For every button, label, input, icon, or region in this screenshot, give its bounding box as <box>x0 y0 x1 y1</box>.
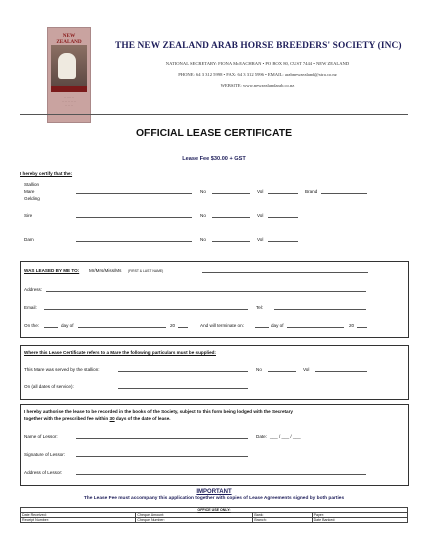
start-on-label: On the: <box>24 323 40 328</box>
payer-cell[interactable]: Payer: <box>312 513 407 518</box>
sire-label: Sire <box>24 213 33 218</box>
brand-field[interactable] <box>321 193 367 194</box>
service-dates-field[interactable] <box>118 388 248 389</box>
served-no-label: No <box>256 367 262 372</box>
end-day-of-label: day of <box>271 323 284 328</box>
sire-no-label: No <box>200 213 206 218</box>
branch-cell[interactable]: Branch: <box>253 518 312 523</box>
date-received-cell[interactable]: Date Received: <box>21 513 136 518</box>
lessor-name-field[interactable] <box>76 438 248 439</box>
dam-vol-field[interactable] <box>268 241 298 242</box>
horse-vol-label: Vol <box>257 189 264 194</box>
sire-name-field[interactable] <box>76 217 192 218</box>
important-text: The Lease Fee must accompany this application together with copies of Lease Agreements signed by both parties <box>83 496 345 501</box>
authorisation-days: 30 <box>109 416 115 421</box>
mare-particulars-heading: Where this Lease Certificate refers to a Mare the following particulars must be supplied: <box>24 350 216 355</box>
sire-vol-field[interactable] <box>268 217 298 218</box>
authorisation-text-2 <box>24 416 171 421</box>
start-year-prefix: 20 <box>170 323 176 328</box>
sire-no-field[interactable] <box>212 217 250 218</box>
contact-phone-email: PHONE: 64 3 312 5998 • FAX: 64 3 312 5996 • EMAIL: arabnewzealand@xtra.co.nz <box>178 72 337 77</box>
end-year-prefix: 20 <box>349 323 355 328</box>
lessee-name-hint: (FIRST & LAST NAME) <box>128 268 164 273</box>
served-vol-field[interactable] <box>315 371 367 372</box>
lessor-signature-field[interactable] <box>76 456 248 457</box>
certify-heading: I hereby certify that the: <box>20 171 73 176</box>
terminate-label: And will terminate on: <box>200 323 244 328</box>
society-name: THE NEW ZEALAND ARAB HORSE BREEDERS' SOCIETY (INC) <box>115 41 402 51</box>
mare-label: Mare <box>24 189 35 194</box>
gelding-label: Gelding <box>24 196 40 201</box>
dam-vol-label: Vol <box>257 237 264 242</box>
served-vol-label: Vol <box>303 367 310 372</box>
lessee-email-field[interactable] <box>44 309 248 310</box>
office-use-heading: OFFICE USE ONLY: <box>21 508 408 513</box>
start-month-field[interactable] <box>78 327 166 328</box>
society-logo <box>47 27 91 123</box>
dam-name-field[interactable] <box>76 241 192 242</box>
cheque-amount-cell[interactable]: Cheque Amount: <box>136 513 253 518</box>
header-divider <box>20 114 408 115</box>
lease-fee: Lease Fee $30.00 + GST <box>182 156 246 162</box>
authorisation-text-1: I hereby authorise the lease to be recorded in the books of the Society, subject to this form being lodged with the Secretary <box>24 409 293 414</box>
lessor-signature-label: Signature of Lessor: <box>24 452 66 457</box>
brand-label: Brand <box>305 189 318 194</box>
horse-vol-field[interactable] <box>268 193 298 194</box>
lessor-address-label: Address of Lessor: <box>24 470 63 475</box>
horse-name-field[interactable] <box>76 193 192 194</box>
end-month-field[interactable] <box>287 327 344 328</box>
logo-horse-image <box>58 53 76 79</box>
served-no-field[interactable] <box>268 371 296 372</box>
stallion-label: Stallion <box>24 182 40 187</box>
date-banked-cell[interactable]: Date Banked: <box>312 518 407 523</box>
start-year-field[interactable] <box>178 327 188 328</box>
authorisation-text-2c: days of the date of lease. <box>114 416 171 421</box>
office-use-table <box>20 507 408 523</box>
certificate-title: OFFICIAL LEASE CERTIFICATE <box>135 128 293 139</box>
bank-cell[interactable]: Bank: <box>253 513 312 518</box>
horse-no-field[interactable] <box>212 193 250 194</box>
dam-no-label: No <box>200 237 206 242</box>
horse-no-label: No <box>200 189 206 194</box>
service-dates-label: On (all dates of service): <box>24 384 74 389</box>
cheque-number-cell[interactable]: Cheque Number: <box>136 518 253 523</box>
lessor-date-field[interactable]: ___ / ___ / ___ <box>270 434 301 439</box>
lessee-email-label: Email: <box>24 305 37 310</box>
lessor-name-label: Name of Lessor: <box>24 434 58 439</box>
end-day-field[interactable] <box>255 327 269 328</box>
lessee-titles: Mr/Mrs/Miss/Ms <box>89 268 122 273</box>
lessee-name-field[interactable] <box>202 272 368 273</box>
lessee-address-label: Address: <box>24 287 43 292</box>
leased-by-heading: WAS LEASED BY ME TO: <box>24 268 80 273</box>
contact-website: WEBSITE: www.newzealandarab.co.nz <box>220 83 295 88</box>
start-day-of-label: day of <box>61 323 74 328</box>
contact-address: NATIONAL SECRETARY: FIONA McEACHRAN • PO BOX 80, CUST 7444 • NEW ZEALAND <box>165 61 350 66</box>
lessor-date-label: Date: <box>256 434 267 439</box>
served-by-stallion-field[interactable] <box>118 371 248 372</box>
dam-no-field[interactable] <box>212 241 250 242</box>
logo-text: NEW ZEALAND <box>56 33 82 45</box>
logo-fine-print: ·· ·· ·· ·· ·· ·· ·· ·· ·· ·· ·· ·· <box>62 95 76 107</box>
logo-band <box>51 86 87 92</box>
important-heading: IMPORTANT <box>196 489 232 495</box>
dam-label: Dam <box>24 237 34 242</box>
served-by-label: This Mare was served by the stallion: <box>24 367 100 372</box>
sire-vol-label: Vol <box>257 213 264 218</box>
end-year-field[interactable] <box>357 327 367 328</box>
lessee-address-field[interactable] <box>46 291 366 292</box>
lessee-tel-label: Tel: <box>256 305 264 310</box>
lessee-tel-field[interactable] <box>274 309 366 310</box>
receipt-number-cell[interactable]: Receipt Number: <box>21 518 136 523</box>
authorisation-text-2a: together with the prescribed fee within <box>24 416 110 421</box>
start-day-field[interactable] <box>44 327 58 328</box>
lessor-address-field[interactable] <box>76 474 366 475</box>
